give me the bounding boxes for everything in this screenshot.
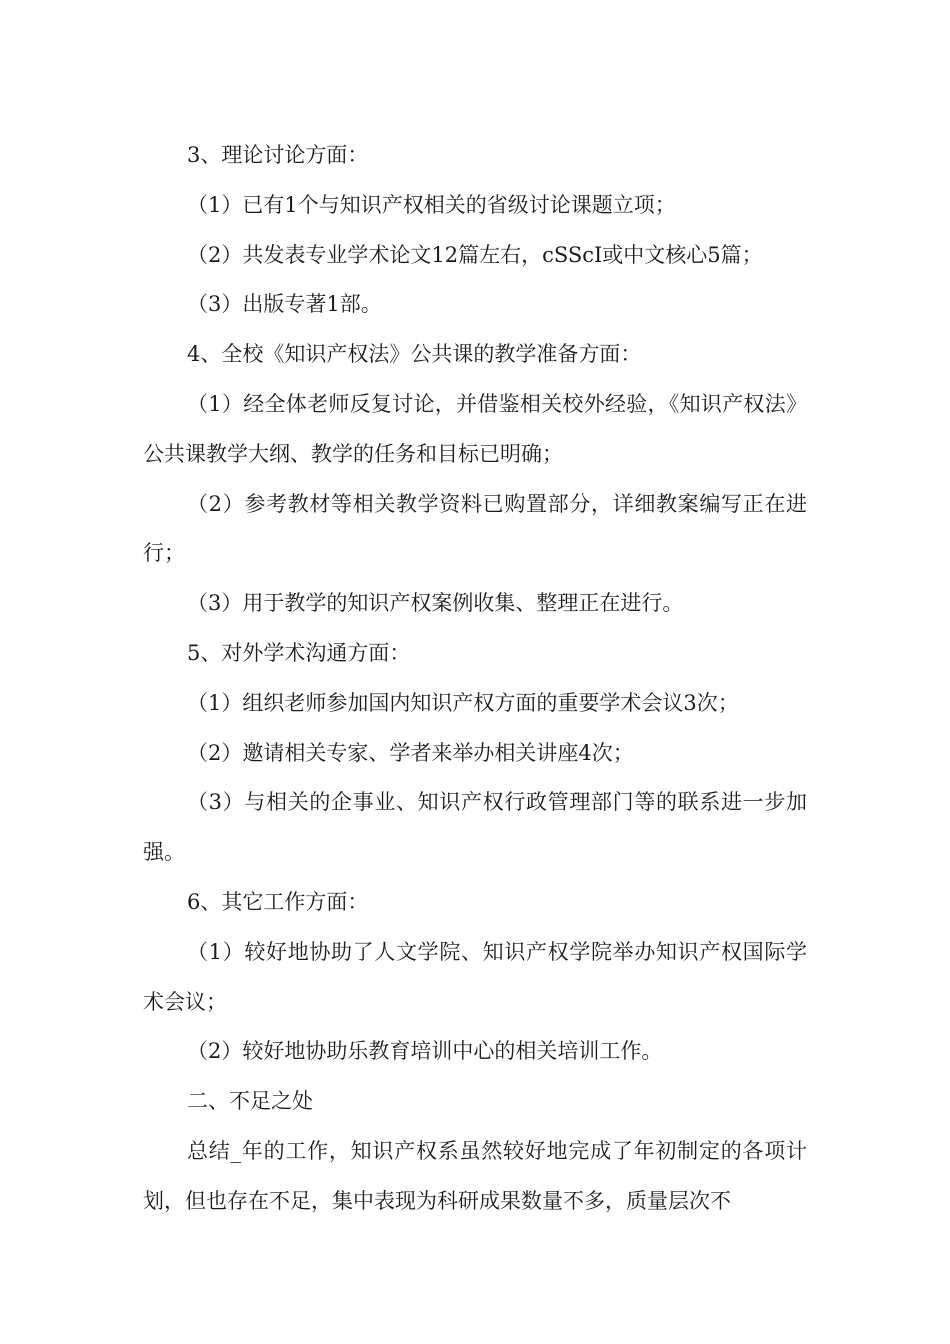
list-item: （1）已有1个与知识产权相关的省级讨论课题立项；: [187, 192, 676, 217]
list-item: （1）较好地协助了人文学院、知识产权学院举办知识产权国际学术会议；: [143, 939, 807, 1014]
section-heading-research: 3、理论讨论方面：: [187, 143, 369, 167]
section-heading-shortcomings: 二、不足之处: [187, 1089, 313, 1114]
document-body: [143, 131, 807, 1227]
list-item: （1）经全体老师反复讨论，并借鉴相关校外经验，《知识产权法》公共课教学大纲、教学的任务和目标已明确；: [143, 391, 807, 466]
list-item: （3）用于教学的知识产权案例收集、整理正在进行。: [187, 591, 684, 616]
summary-paragraph: 总结_年的工作，知识产权系虽然较好地完成了年初制定的各项计划，但也存在不足，集中表现为科研成果数量不多，质量层次不: [143, 1138, 807, 1213]
list-item: （2）共发表专业学术论文12篇左右，cSScI或中文核心5篇；: [187, 242, 763, 267]
list-item: （3）与相关的企事业、知识产权行政管理部门等的联系进一步加强。: [143, 790, 807, 865]
list-item: （2）邀请相关专家、学者来举办相关讲座4次；: [187, 740, 634, 765]
list-item: （2）较好地协助乐教育培训中心的相关培训工作。: [187, 1039, 663, 1064]
section-heading-other: 6、其它工作方面：: [187, 889, 369, 914]
list-item: （2）参考教材等相关教学资料已购置部分，详细教案编写正在进行；: [143, 491, 807, 566]
list-item: （1）组织老师参加国内知识产权方面的重要学术会议3次；: [187, 690, 739, 715]
section-heading-exchange: 5、对外学术沟通方面：: [187, 640, 411, 665]
section-heading-teaching: 4、全校《知识产权法》公共课的教学准备方面：: [187, 342, 642, 367]
list-item: （3）出版专著1部。: [187, 292, 382, 317]
